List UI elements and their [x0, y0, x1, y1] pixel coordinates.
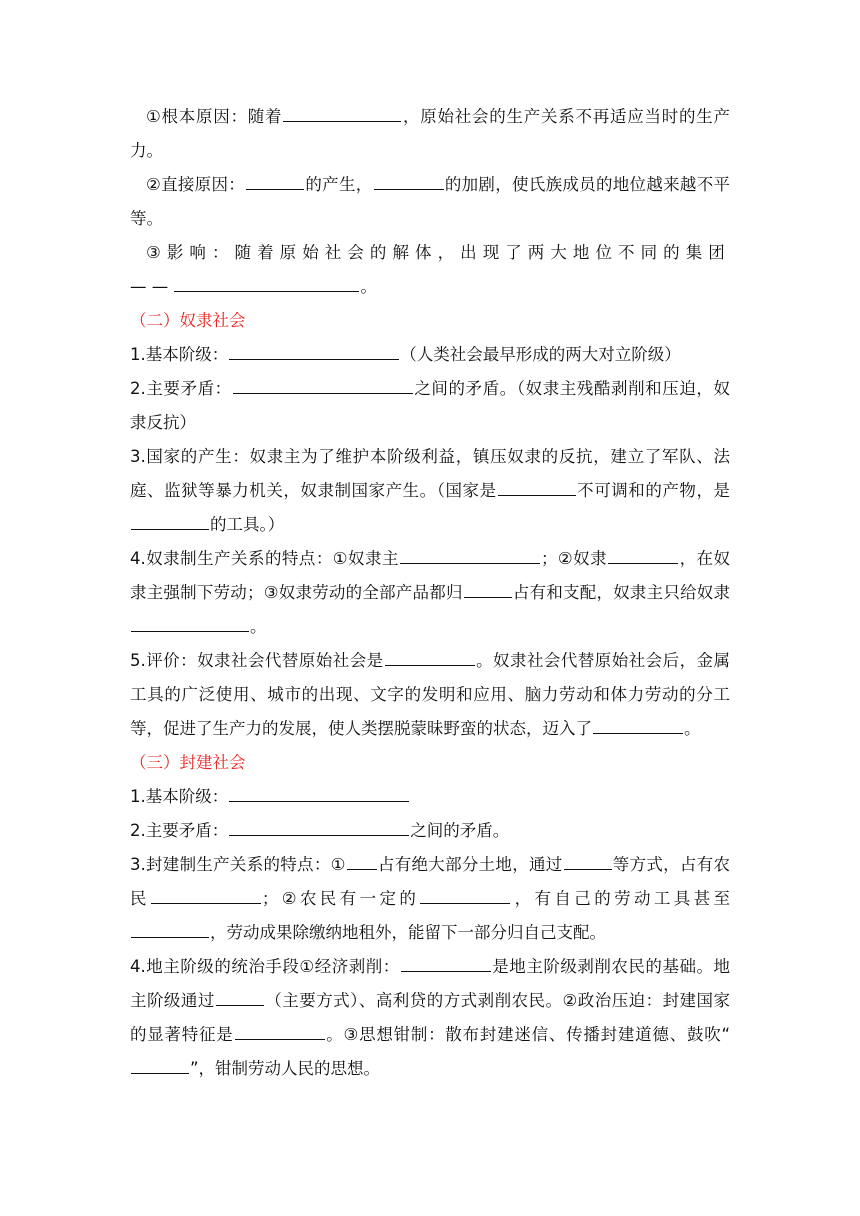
fill-blank[interactable]	[564, 853, 612, 870]
text: ②直接原因：	[146, 175, 246, 194]
section-heading-feudal: （三）封建社会	[130, 753, 246, 772]
section-heading-slave: （二）奴隶社会	[130, 311, 246, 330]
feudal-item-2	[130, 814, 730, 848]
origin-influence	[130, 236, 730, 304]
fill-blank[interactable]	[374, 173, 444, 190]
text: ，劳动成果除缴纳地租外，能留下一部分归自己支配。	[210, 923, 606, 942]
text: 占有绝大部分土地，通过	[377, 855, 563, 874]
text: （人类社会最早形成的两大对立阶级）	[400, 345, 681, 364]
text: ①根本原因：随着	[146, 107, 283, 126]
text: 3.封建制生产关系的特点：①	[130, 855, 346, 874]
document-page	[130, 100, 730, 1086]
text: ，有自己的劳动工具甚至	[511, 889, 731, 908]
fill-blank[interactable]	[283, 105, 401, 122]
text: 之间的矛盾。	[410, 821, 510, 840]
fill-blank[interactable]	[216, 989, 264, 1006]
text: 的产生，	[305, 175, 373, 194]
text: 是地主阶级剥削农民的基础。地主阶级通过	[130, 957, 730, 1010]
fill-blank[interactable]	[246, 173, 304, 190]
text: 。	[360, 277, 383, 296]
slave-item-5	[130, 644, 730, 746]
text: 2.主要矛盾：	[130, 821, 229, 840]
text: （主要方式）、高利贷的方式剥削农民。②政治压迫：封建国家的显著特征是	[130, 991, 730, 1044]
text: 占有和支配，奴隶主只给奴隶	[512, 583, 731, 602]
fill-blank[interactable]	[151, 887, 261, 904]
fill-blank[interactable]	[347, 853, 377, 870]
feudal-item-4	[130, 950, 730, 1086]
text: 5.评价：奴隶社会代替原始社会是	[130, 651, 384, 670]
text: ，原始社会的生产关系不再适应当时的生产力。	[130, 107, 730, 160]
fill-blank[interactable]	[593, 717, 683, 734]
text: 4.奴隶制生产关系的特点：①奴隶主	[130, 549, 399, 568]
text: 4.地主阶级的统治手段①经济剥削：	[130, 957, 400, 976]
fill-blank[interactable]	[174, 275, 359, 292]
fill-blank[interactable]	[233, 377, 413, 394]
slave-item-2	[130, 372, 730, 440]
fill-blank[interactable]	[229, 343, 399, 360]
origin-root-cause	[130, 100, 730, 168]
slave-item-1	[130, 338, 730, 372]
text: ；②农民有一定的	[261, 889, 420, 908]
text: 。③思想钳制：散布封建迷信、传播封建道德、鼓吹“	[325, 1025, 730, 1044]
text: 不可调和的产物，是	[576, 481, 731, 500]
text: ”，钳制劳动人民的思想。	[190, 1059, 381, 1078]
fill-blank[interactable]	[131, 921, 209, 938]
feudal-item-3	[130, 848, 730, 950]
text: 的工具。）	[210, 515, 285, 534]
text: 。	[684, 719, 701, 738]
fill-blank[interactable]	[400, 547, 540, 564]
text: 之间的矛盾。（奴隶主残酷剥削和压迫，奴隶反抗）	[130, 379, 731, 432]
slave-item-4	[130, 542, 730, 644]
fill-blank[interactable]	[131, 1057, 189, 1074]
fill-blank[interactable]	[498, 479, 576, 496]
fill-blank[interactable]	[131, 513, 209, 530]
text: 2.主要矛盾：	[130, 379, 232, 398]
fill-blank[interactable]	[608, 547, 678, 564]
fill-blank[interactable]	[420, 887, 510, 904]
fill-blank[interactable]	[464, 581, 512, 598]
text: 1.基本阶级：	[130, 345, 229, 364]
fill-blank[interactable]	[235, 1023, 325, 1040]
text: 的加剧，使氏族成员的地位越来越不平等。	[130, 175, 731, 228]
text: 。奴隶社会代替原始社会后，金属工具的广泛使用、城市的出现、文字的发明和应用、脑力劳动和体力劳动的分工等，促进了生产力的发展，使人类摆脱蒙昧野蛮的状态，迈入了	[130, 651, 731, 738]
fill-blank[interactable]	[131, 615, 249, 632]
fill-blank[interactable]	[229, 819, 409, 836]
text: 。	[250, 617, 267, 636]
feudal-item-1	[130, 780, 730, 814]
text: ；②奴隶	[540, 549, 608, 568]
fill-blank[interactable]	[385, 649, 475, 666]
fill-blank[interactable]	[401, 955, 491, 972]
text: 等方式，占有农民	[130, 855, 730, 908]
origin-direct-cause	[130, 168, 730, 236]
slave-item-3	[130, 440, 730, 542]
text: ③影响：随着原始社会的解体，出现了两大地位不同的集团——	[130, 243, 730, 296]
text: 3.国家的产生：奴隶主为了维护本阶级利益，镇压奴隶的反抗，建立了军队、法庭、监狱等暴力机关，奴隶制国家产生。（国家是	[130, 447, 730, 500]
text: ，在奴隶主强制下劳动；③奴隶劳动的全部产品都归	[130, 549, 730, 602]
fill-blank[interactable]	[229, 785, 409, 802]
text: 1.基本阶级：	[130, 787, 229, 806]
